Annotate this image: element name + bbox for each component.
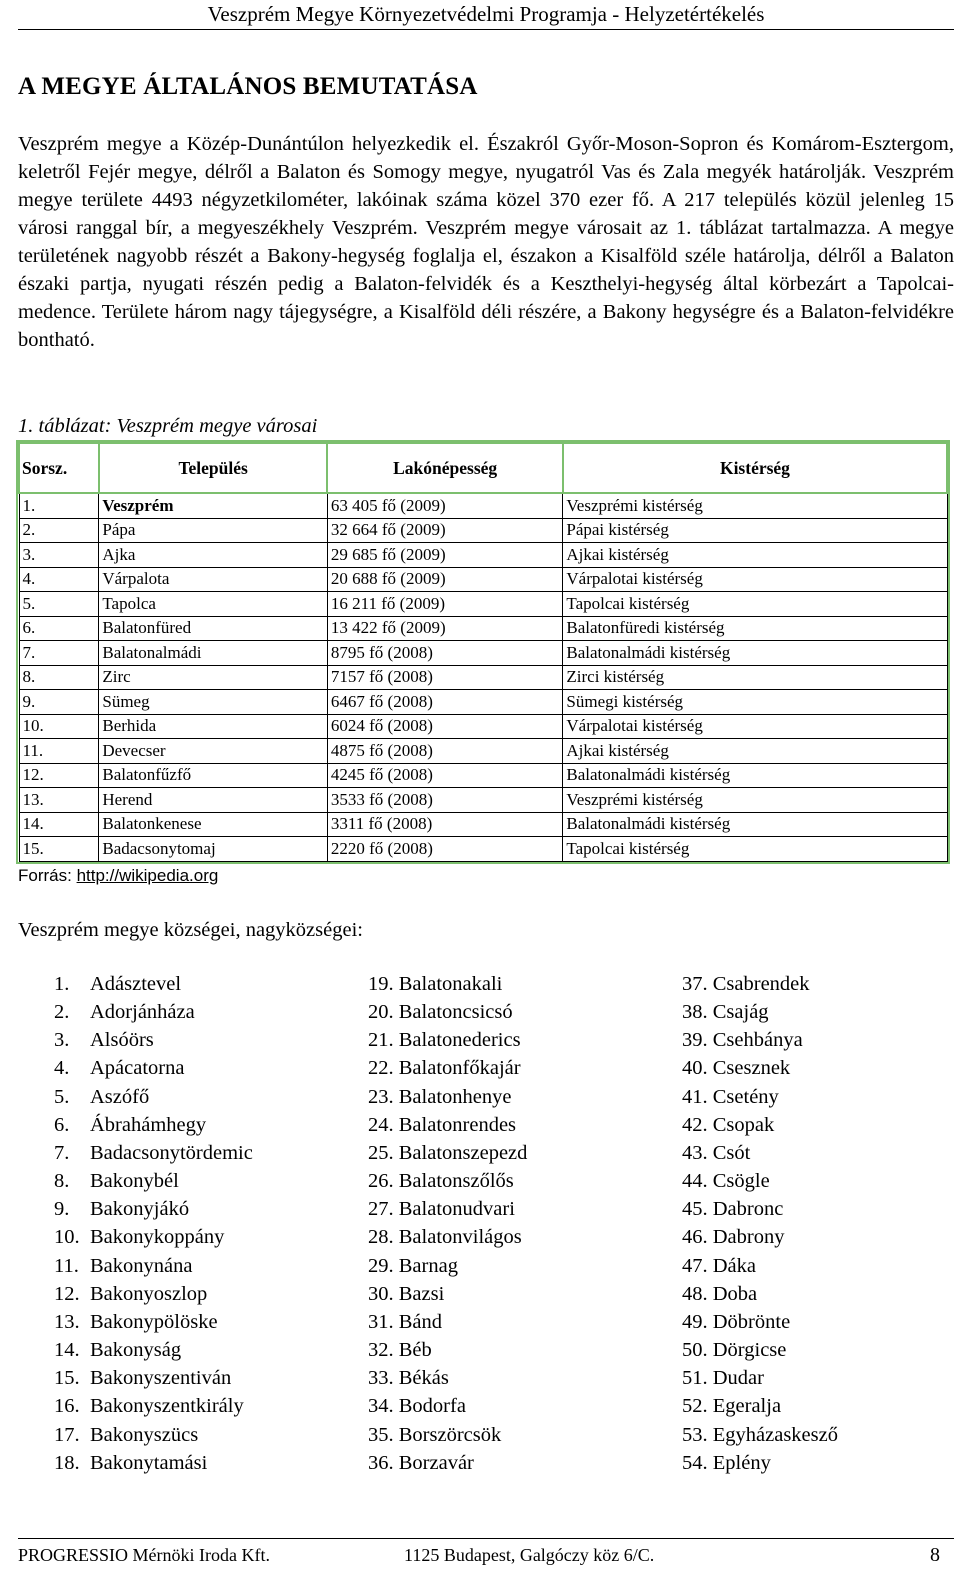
village-item: 49. Döbrönte bbox=[682, 1310, 791, 1333]
village-item bbox=[54, 1054, 253, 1082]
village-number: 13. bbox=[54, 1310, 80, 1333]
village-item: 22. Balatonfőkajár bbox=[368, 1057, 521, 1080]
village-name: Bakonyoszlop bbox=[90, 1282, 208, 1305]
table-row bbox=[19, 763, 947, 788]
cell-population: 20 688 fő (2009) bbox=[327, 567, 563, 592]
cell-number: 6. bbox=[19, 616, 99, 641]
village-number: 3. bbox=[54, 1029, 70, 1052]
header-telepules: Település bbox=[99, 443, 328, 493]
cell-town: Ajka bbox=[99, 543, 328, 568]
cell-town: Herend bbox=[99, 788, 328, 813]
cell-town: Várpalota bbox=[99, 567, 328, 592]
cell-population: 4875 fő (2008) bbox=[327, 739, 563, 764]
cell-number: 14. bbox=[19, 812, 99, 837]
village-name: Apácatorna bbox=[90, 1057, 185, 1080]
village-item bbox=[54, 1449, 253, 1477]
village-item: 51. Dudar bbox=[682, 1367, 764, 1390]
cell-population: 4245 fő (2008) bbox=[327, 763, 563, 788]
section-heading: A MEGYE ÁLTALÁNOS BEMUTATÁSA bbox=[18, 73, 478, 100]
village-number: 12. bbox=[54, 1282, 80, 1305]
cell-town: Berhida bbox=[99, 714, 328, 739]
cell-subregion: Veszprémi kistérség bbox=[563, 493, 947, 518]
village-number: 7. bbox=[54, 1141, 70, 1164]
cell-town: Sümeg bbox=[99, 690, 328, 715]
page-number: 8 bbox=[930, 1544, 940, 1566]
cell-subregion: Balatonalmádi kistérség bbox=[563, 641, 947, 666]
village-item bbox=[54, 1421, 253, 1449]
cell-subregion: Zirci kistérség bbox=[563, 665, 947, 690]
cell-subregion: Balatonalmádi kistérség bbox=[563, 812, 947, 837]
table-caption: 1. táblázat: Veszprém megye városai bbox=[18, 415, 318, 437]
village-number: 10. bbox=[54, 1226, 80, 1249]
table-row bbox=[19, 641, 947, 666]
village-number: 17. bbox=[54, 1423, 80, 1446]
village-item: 31. Bánd bbox=[368, 1310, 443, 1333]
village-name: Adásztevel bbox=[90, 973, 182, 995]
cell-number: 2. bbox=[19, 518, 99, 543]
village-item: 38. Csajág bbox=[682, 1001, 769, 1024]
table-row bbox=[19, 518, 947, 543]
village-item: 24. Balatonrendes bbox=[368, 1113, 517, 1136]
village-item: 37. Csabrendek bbox=[682, 973, 810, 995]
village-name: Aszófő bbox=[90, 1085, 150, 1108]
cell-subregion: Tapolcai kistérség bbox=[563, 592, 947, 617]
village-item bbox=[54, 1280, 253, 1308]
table-row bbox=[19, 592, 947, 617]
cell-number: 9. bbox=[19, 690, 99, 715]
table-header-row bbox=[19, 443, 947, 493]
cell-population: 6467 fő (2008) bbox=[327, 690, 563, 715]
village-item: 19. Balatonakali bbox=[368, 973, 503, 995]
village-item: 42. Csopak bbox=[682, 1113, 775, 1136]
cell-town: Balatonalmádi bbox=[99, 641, 328, 666]
cell-town: Pápa bbox=[99, 518, 328, 543]
cell-town: Tapolca bbox=[99, 592, 328, 617]
village-item: 39. Csehbánya bbox=[682, 1029, 803, 1052]
village-item: 23. Balatonhenye bbox=[368, 1085, 512, 1108]
villages-column-2 bbox=[368, 970, 527, 1477]
village-item bbox=[54, 1364, 253, 1392]
cell-subregion: Ajkai kistérség bbox=[563, 739, 947, 764]
village-item: 25. Balatonszepezd bbox=[368, 1141, 528, 1164]
village-name: Bakonynána bbox=[90, 1254, 193, 1277]
village-item: 43. Csót bbox=[682, 1141, 751, 1164]
table-row bbox=[19, 714, 947, 739]
villages-column-1 bbox=[54, 970, 253, 1477]
village-number: 5. bbox=[54, 1085, 70, 1108]
cell-subregion: Ajkai kistérség bbox=[563, 543, 947, 568]
cell-subregion: Tapolcai kistérség bbox=[563, 837, 947, 862]
village-item: 48. Doba bbox=[682, 1282, 758, 1305]
village-number: 9. bbox=[54, 1198, 70, 1221]
cell-population: 8795 fő (2008) bbox=[327, 641, 563, 666]
village-item bbox=[54, 1252, 253, 1280]
cell-population: 7157 fő (2008) bbox=[327, 665, 563, 690]
villages-title: Veszprém megye községei, nagyközségei: bbox=[18, 919, 363, 941]
village-item bbox=[54, 1026, 253, 1054]
cell-subregion: Veszprémi kistérség bbox=[563, 788, 947, 813]
village-item: 36. Borzavár bbox=[368, 1451, 474, 1474]
cell-number: 3. bbox=[19, 543, 99, 568]
village-name: Bakonykoppány bbox=[90, 1226, 225, 1249]
cell-population: 3311 fő (2008) bbox=[327, 812, 563, 837]
cell-town: Balatonfűzfő bbox=[99, 763, 328, 788]
village-name: Bakonypölöske bbox=[90, 1310, 218, 1333]
village-item: 28. Balatonvilágos bbox=[368, 1226, 522, 1249]
village-item bbox=[54, 1336, 253, 1364]
villages-column-3 bbox=[682, 970, 838, 1477]
table-row bbox=[19, 567, 947, 592]
village-number: 18. bbox=[54, 1451, 80, 1474]
table-row bbox=[19, 690, 947, 715]
cell-subregion: Sümegi kistérség bbox=[563, 690, 947, 715]
cell-number: 10. bbox=[19, 714, 99, 739]
cell-town: Balatonkenese bbox=[99, 812, 328, 837]
village-number: 1. bbox=[54, 973, 70, 995]
village-item: 32. Béb bbox=[368, 1339, 432, 1362]
header-rule bbox=[18, 29, 954, 30]
cell-population: 32 664 fő (2009) bbox=[327, 518, 563, 543]
village-item bbox=[54, 998, 253, 1026]
table-row bbox=[19, 616, 947, 641]
cell-town: Zirc bbox=[99, 665, 328, 690]
village-item: 29. Barnag bbox=[368, 1254, 458, 1277]
village-item bbox=[54, 1139, 253, 1167]
village-item bbox=[54, 1223, 253, 1251]
village-item bbox=[54, 970, 253, 998]
cell-number: 5. bbox=[19, 592, 99, 617]
village-item bbox=[54, 1195, 253, 1223]
village-item: 20. Balatoncsicsó bbox=[368, 1001, 513, 1024]
footer-company: PROGRESSIO Mérnöki Iroda Kft. bbox=[18, 1545, 270, 1565]
cell-population: 16 211 fő (2009) bbox=[327, 592, 563, 617]
table-row bbox=[19, 493, 947, 518]
village-item: 53. Egyházaskesző bbox=[682, 1423, 838, 1446]
cell-population: 6024 fő (2008) bbox=[327, 714, 563, 739]
footer-rule bbox=[18, 1538, 954, 1539]
village-item: 46. Dabrony bbox=[682, 1226, 785, 1249]
village-item: 33. Békás bbox=[368, 1367, 449, 1390]
towns-table bbox=[18, 442, 948, 862]
village-name: Adorjánháza bbox=[90, 1001, 195, 1024]
village-name: Bakonyszücs bbox=[90, 1423, 199, 1446]
village-item: 26. Balatonszőlős bbox=[368, 1170, 514, 1193]
footer-address: 1125 Budapest, Galgóczy köz 6/C. bbox=[404, 1545, 655, 1565]
source-link[interactable]: http://wikipedia.org bbox=[76, 866, 219, 885]
village-item: 34. Bodorfa bbox=[368, 1395, 466, 1418]
village-item bbox=[54, 1392, 253, 1420]
table-row bbox=[19, 665, 947, 690]
village-item bbox=[54, 1308, 253, 1336]
cell-number: 4. bbox=[19, 567, 99, 592]
village-name: Bakonyjákó bbox=[90, 1198, 190, 1221]
village-item: 54. Eplény bbox=[682, 1451, 771, 1474]
village-number: 6. bbox=[54, 1113, 70, 1136]
village-name: Bakonybél bbox=[90, 1170, 179, 1193]
village-number: 4. bbox=[54, 1057, 70, 1080]
village-name: Bakonyszentkirály bbox=[90, 1395, 244, 1418]
village-item: 40. Csesznek bbox=[682, 1057, 791, 1080]
cell-town: Veszprém bbox=[99, 493, 328, 518]
village-item: 45. Dabronc bbox=[682, 1198, 784, 1221]
village-name: Bakonyság bbox=[90, 1339, 182, 1362]
village-item: 47. Dáka bbox=[682, 1254, 757, 1277]
village-number: 15. bbox=[54, 1367, 80, 1390]
cell-subregion: Pápai kistérség bbox=[563, 518, 947, 543]
cell-number: 15. bbox=[19, 837, 99, 862]
cell-number: 7. bbox=[19, 641, 99, 666]
village-number: 11. bbox=[54, 1254, 79, 1277]
table-row bbox=[19, 812, 947, 837]
village-item: 41. Csetény bbox=[682, 1085, 779, 1108]
village-item: 35. Borszörcsök bbox=[368, 1423, 502, 1446]
village-number: 2. bbox=[54, 1001, 70, 1024]
village-item: 27. Balatonudvari bbox=[368, 1198, 515, 1221]
cell-population: 29 685 fő (2009) bbox=[327, 543, 563, 568]
village-item bbox=[54, 1167, 253, 1195]
cell-population: 63 405 fő (2009) bbox=[327, 493, 563, 518]
cell-number: 11. bbox=[19, 739, 99, 764]
cell-town: Badacsonytomaj bbox=[99, 837, 328, 862]
cell-number: 1. bbox=[19, 493, 99, 518]
cell-number: 13. bbox=[19, 788, 99, 813]
cell-town: Balatonfüred bbox=[99, 616, 328, 641]
cell-subregion: Várpalotai kistérség bbox=[563, 714, 947, 739]
header-sorsz: Sorsz. bbox=[19, 443, 99, 493]
village-name: Badacsonytördemic bbox=[90, 1141, 253, 1164]
village-number: 8. bbox=[54, 1170, 70, 1193]
table-row bbox=[19, 739, 947, 764]
village-item: 44. Csögle bbox=[682, 1170, 770, 1193]
table-row bbox=[19, 788, 947, 813]
table-row bbox=[19, 543, 947, 568]
village-number: 14. bbox=[54, 1339, 80, 1362]
table-row bbox=[19, 837, 947, 862]
village-number: 16. bbox=[54, 1395, 80, 1418]
header-lakonepesseg: Lakónépesség bbox=[327, 443, 563, 493]
village-item bbox=[54, 1111, 253, 1139]
header-kisterseg: Kistérség bbox=[563, 443, 947, 493]
village-name: Bakonyszentiván bbox=[90, 1367, 232, 1390]
village-name: Ábrahámhegy bbox=[90, 1113, 207, 1136]
cell-population: 2220 fő (2008) bbox=[327, 837, 563, 862]
village-item: 50. Dörgicse bbox=[682, 1339, 787, 1362]
cell-subregion: Balatonfüredi kistérség bbox=[563, 616, 947, 641]
village-name: Bakonytamási bbox=[90, 1451, 208, 1474]
village-item: 30. Bazsi bbox=[368, 1282, 445, 1305]
cell-population: 3533 fő (2008) bbox=[327, 788, 563, 813]
village-item: 52. Egeralja bbox=[682, 1395, 782, 1418]
cell-number: 8. bbox=[19, 665, 99, 690]
cell-town: Devecser bbox=[99, 739, 328, 764]
village-item bbox=[54, 1083, 253, 1111]
cell-population: 13 422 fő (2009) bbox=[327, 616, 563, 641]
cell-subregion: Várpalotai kistérség bbox=[563, 567, 947, 592]
village-name: Alsóörs bbox=[90, 1029, 154, 1052]
source-line bbox=[18, 865, 218, 887]
cell-number: 12. bbox=[19, 763, 99, 788]
village-item: 21. Balatonederics bbox=[368, 1029, 521, 1052]
running-head: Veszprém Megye Környezetvédelmi Programja - Helyzetértékelés bbox=[207, 2, 765, 26]
intro-paragraph: Veszprém megye a Közép-Dunántúlon helyezkedik el. Északról Győr-Moson-Sopron és Komárom-Esztergom, keletről Fejér megye, délről a Balaton és Somogy megye, nyugatról Vas és Zala megyék határolják. Veszprém megye területe 4493 négyzetkilométer, lakóinak száma közel 370 ezer fő. A 217 település közül jelenleg 15 városi ranggal bír, a megyeszékhely Veszprém. Veszprém megye városait az 1. táblázat tartalmazza. A megye területének nagyobb részét a Bakony-hegység foglalja el, északon a Kisalföld széle határolja, délről a Balaton északi partja, nyugati részén pedig a Balaton-felvidék és a Keszthelyi-hegység által körbezárt a Tapolcai-medence. Területe három nagy tájegységre, a Kisalföld déli részére, a Bakony hegységre és a Balaton-felvidékre bontható. bbox=[18, 133, 954, 351]
cell-subregion: Balatonalmádi kistérség bbox=[563, 763, 947, 788]
source-label: Forrás: bbox=[18, 866, 72, 885]
